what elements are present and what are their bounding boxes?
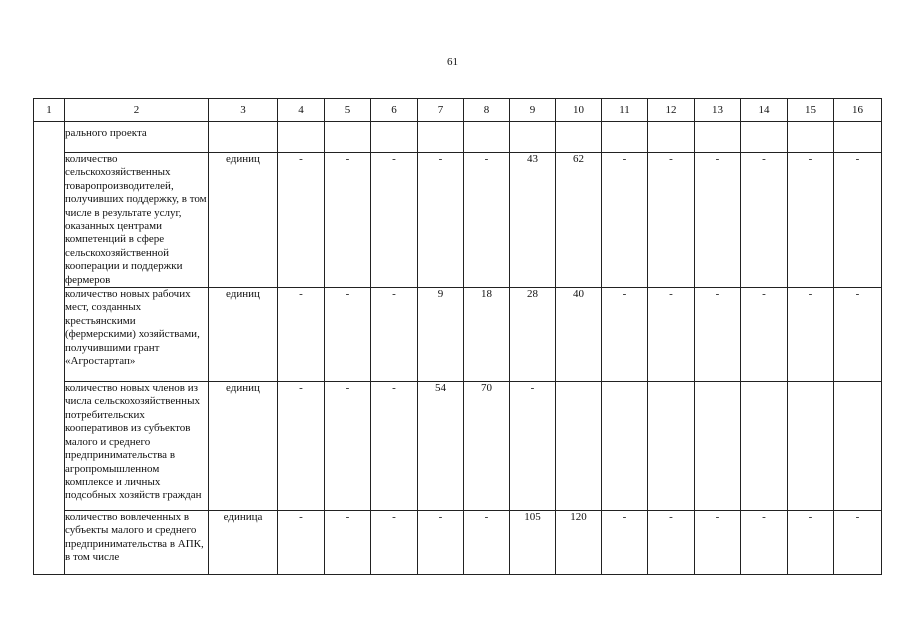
unit-cell: единиц — [209, 153, 278, 288]
value-cell: 43 — [510, 153, 556, 288]
value-cell — [325, 122, 371, 153]
value-cell: 120 — [556, 511, 602, 575]
value-cell: - — [371, 511, 418, 575]
header-cell: 10 — [556, 99, 602, 122]
header-row — [34, 99, 882, 122]
value-cell — [371, 122, 418, 153]
value-cell: - — [741, 511, 788, 575]
value-cell: - — [278, 511, 325, 575]
value-cell — [602, 122, 648, 153]
value-cell: - — [788, 153, 834, 288]
table-row — [34, 153, 882, 288]
value-cell: - — [418, 511, 464, 575]
value-cell — [510, 122, 556, 153]
header-cell: 5 — [325, 99, 371, 122]
value-cell: - — [648, 288, 695, 382]
value-cell — [695, 122, 741, 153]
value-cell: - — [834, 288, 882, 382]
value-cell: - — [695, 511, 741, 575]
value-cell: - — [741, 153, 788, 288]
value-cell: - — [325, 288, 371, 382]
table-row — [34, 122, 882, 153]
value-cell — [695, 382, 741, 511]
header-cell: 15 — [788, 99, 834, 122]
value-cell: - — [371, 288, 418, 382]
value-cell — [556, 382, 602, 511]
value-cell — [741, 382, 788, 511]
value-cell: 70 — [464, 382, 510, 511]
value-cell: 9 — [418, 288, 464, 382]
header-cell: 7 — [418, 99, 464, 122]
table-row — [34, 288, 882, 382]
header-cell: 16 — [834, 99, 882, 122]
value-cell: - — [741, 288, 788, 382]
header-cell: 9 — [510, 99, 556, 122]
value-cell — [741, 122, 788, 153]
value-cell — [834, 122, 882, 153]
value-cell: 28 — [510, 288, 556, 382]
indicator-name: количество сельскохозяйственных товаропроизводителей, получивших поддержку, в том числе в результате услуг, оказанных центрами компетенций в сфере сельскохозяйственной кооперации и поддержки фермеров — [65, 153, 207, 286]
header-cell: 12 — [648, 99, 695, 122]
table-row — [34, 382, 882, 511]
indicator-name: количество новых членов из числа сельскохозяйственных потребительских кооперативов из субъектов малого и среднего предпринимательства в агропромышленном комплексе и личных подсобных хозяйств граждан — [65, 382, 209, 511]
header-cell: 13 — [695, 99, 741, 122]
value-cell: 62 — [556, 153, 602, 288]
value-cell — [648, 382, 695, 511]
unit-cell: единица — [209, 511, 278, 575]
value-cell: - — [788, 511, 834, 575]
header-cell: 2 — [65, 99, 209, 122]
value-cell — [418, 122, 464, 153]
value-cell — [464, 122, 510, 153]
header-cell: 8 — [464, 99, 510, 122]
value-cell: - — [510, 382, 556, 511]
value-cell: - — [648, 153, 695, 288]
value-cell: - — [325, 511, 371, 575]
value-cell: - — [648, 511, 695, 575]
value-cell: - — [371, 153, 418, 288]
header-cell: 14 — [741, 99, 788, 122]
value-cell: - — [695, 288, 741, 382]
unit-cell: единиц — [209, 382, 278, 511]
value-cell — [648, 122, 695, 153]
page-number: 61 — [447, 56, 458, 68]
value-cell: 54 — [418, 382, 464, 511]
header-cell: 3 — [209, 99, 278, 122]
value-cell: - — [602, 288, 648, 382]
indicator-name: количество вовлеченных в субъекты малого и среднего предпринимательства в АПК, в том числе — [65, 511, 209, 575]
value-cell — [556, 122, 602, 153]
row-number-cell — [34, 122, 65, 575]
value-cell: 105 — [510, 511, 556, 575]
table-row — [34, 511, 882, 575]
header-cell: 11 — [602, 99, 648, 122]
unit-cell — [209, 122, 278, 153]
value-cell: - — [834, 511, 882, 575]
value-cell: - — [325, 382, 371, 511]
header-cell: 4 — [278, 99, 325, 122]
value-cell — [602, 382, 648, 511]
value-cell — [788, 382, 834, 511]
header-cell: 1 — [34, 99, 65, 122]
header-cell: 6 — [371, 99, 418, 122]
value-cell: - — [464, 153, 510, 288]
value-cell: 40 — [556, 288, 602, 382]
value-cell: - — [788, 288, 834, 382]
value-cell: - — [464, 511, 510, 575]
indicator-name: количество новых рабочих мест, созданных крестьянскими (фермерскими) хозяйствами, получившими грант «Агростартап» — [65, 288, 209, 382]
unit-cell: единиц — [209, 288, 278, 382]
value-cell: - — [278, 382, 325, 511]
value-cell: - — [278, 288, 325, 382]
value-cell — [788, 122, 834, 153]
value-cell: - — [418, 153, 464, 288]
value-cell: - — [834, 153, 882, 288]
value-cell: - — [695, 153, 741, 288]
value-cell: - — [602, 511, 648, 575]
value-cell: - — [278, 153, 325, 288]
value-cell: - — [371, 382, 418, 511]
value-cell — [278, 122, 325, 153]
indicators-table — [33, 98, 882, 575]
value-cell: 18 — [464, 288, 510, 382]
indicator-name: рального проекта — [65, 122, 209, 153]
value-cell: - — [602, 153, 648, 288]
value-cell — [834, 382, 882, 511]
value-cell: - — [325, 153, 371, 288]
